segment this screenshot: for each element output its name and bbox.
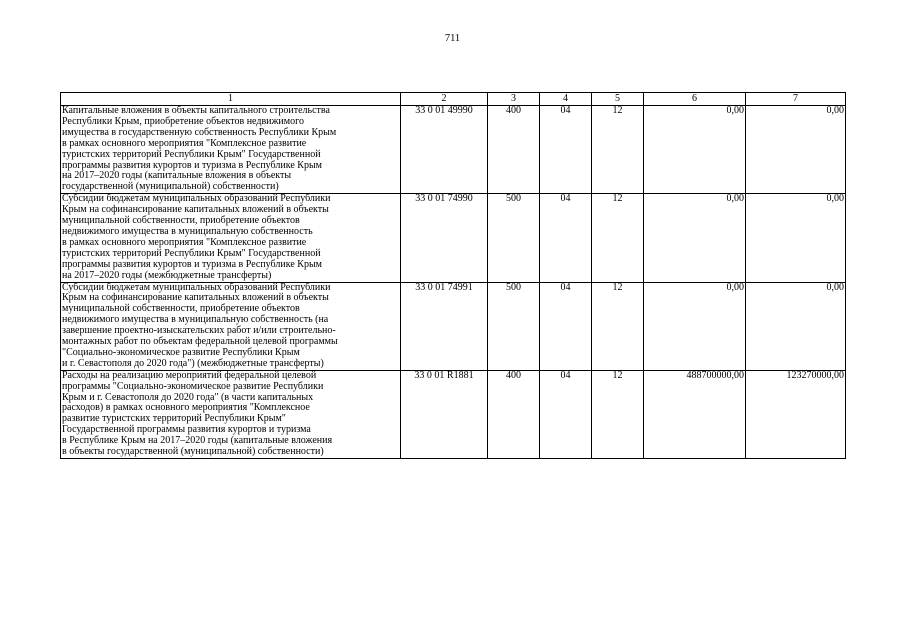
cell-name xyxy=(61,282,401,370)
cell-name-line: программы развития курортов и туризма в Республике Крым xyxy=(62,159,322,171)
cell-name-line: монтажных работ по объектам федеральной целевой программы xyxy=(62,336,338,348)
cell-name-line: на 2017–2020 годы (капитальные вложения в объекты xyxy=(62,170,292,182)
cell-name-line: развитие туристских территорий Республики Крым" xyxy=(62,413,286,425)
cell-code: 33 0 01 49990 xyxy=(401,106,488,194)
cell-name-line: на 2017–2020 годы (межбюджетные трансферты) xyxy=(62,269,272,281)
cell-col3: 400 xyxy=(488,106,540,194)
cell-name-line: в рамках основного мероприятия "Комплексное развитие xyxy=(62,236,307,248)
cell-name-line: Капитальные вложения в объекты капитального строительства xyxy=(62,105,330,116)
header-row xyxy=(61,93,846,106)
cell-name-line: имущества в государственную собственность Республики Крым xyxy=(62,126,337,138)
table-row xyxy=(61,282,846,370)
cell-name-line: муниципальной собственности, приобретение объектов xyxy=(62,303,300,315)
cell-name-line: в объекты государственной (муниципальной) собственности) xyxy=(62,446,324,458)
cell-name-line: Субсидии бюджетам муниципальных образований Республики xyxy=(62,281,331,293)
cell-col5: 12 xyxy=(592,282,644,370)
cell-name-line: туристских территорий Республики Крым" Государственной xyxy=(62,247,321,259)
col-header-7: 7 xyxy=(746,93,846,106)
cell-name xyxy=(61,370,401,458)
table-row xyxy=(61,106,846,194)
cell-col3: 500 xyxy=(488,194,540,282)
cell-code: 33 0 01 74991 xyxy=(401,282,488,370)
cell-name-line: расходов) в рамках основного мероприятия "Комплексное xyxy=(62,402,310,414)
cell-col4: 04 xyxy=(540,194,592,282)
cell-name-line: Крым на софинансирование капитальных вложений в объекты xyxy=(62,292,329,304)
cell-name-line: в Республике Крым на 2017–2020 годы (капитальные вложения xyxy=(62,435,333,447)
table-row xyxy=(61,194,846,282)
cell-col5: 12 xyxy=(592,194,644,282)
cell-col4: 04 xyxy=(540,370,592,458)
col-header-3: 3 xyxy=(488,93,540,106)
cell-sum-col6: 0,00 xyxy=(644,282,746,370)
cell-sum-col7: 123270000,00 xyxy=(746,370,846,458)
cell-name-line: государственной (муниципальной) собственности) xyxy=(62,181,279,193)
cell-col5: 12 xyxy=(592,106,644,194)
cell-col3: 400 xyxy=(488,370,540,458)
budget-table xyxy=(60,92,846,459)
col-header-4: 4 xyxy=(540,93,592,106)
cell-col5: 12 xyxy=(592,370,644,458)
cell-name-line: в рамках основного мероприятия "Комплексное развитие xyxy=(62,137,307,149)
cell-name-line: программы "Социально-экономическое развитие Республики xyxy=(62,380,324,392)
cell-name-line: завершение проектно-изыскательских работ и/или строительно- xyxy=(62,325,336,337)
cell-name-line: туристских территорий Республики Крым" Государственной xyxy=(62,148,321,160)
cell-sum-col7: 0,00 xyxy=(746,106,846,194)
cell-name-line: Крым и г. Севастополя до 2020 года" (в части капитальных xyxy=(62,391,314,403)
cell-name-line: недвижимого имущества в муниципальную собственность xyxy=(62,225,313,237)
cell-code: 33 0 01 R1881 xyxy=(401,370,488,458)
cell-code: 33 0 01 74990 xyxy=(401,194,488,282)
cell-name-line: и г. Севастополя до 2020 года") (межбюджетные трансферты) xyxy=(62,357,324,369)
table-body xyxy=(61,106,846,459)
page-number: 711 xyxy=(444,33,461,44)
col-header-1: 1 xyxy=(61,93,401,106)
cell-sum-col6: 0,00 xyxy=(644,106,746,194)
col-header-2: 2 xyxy=(401,93,488,106)
cell-sum-col6: 0,00 xyxy=(644,194,746,282)
cell-sum-col6: 488700000,00 xyxy=(644,370,746,458)
cell-name-line: муниципальной собственности, приобретение объектов xyxy=(62,215,300,227)
cell-sum-col7: 0,00 xyxy=(746,282,846,370)
cell-name xyxy=(61,106,401,194)
table-row xyxy=(61,370,846,458)
col-header-5: 5 xyxy=(592,93,644,106)
cell-name-line: Субсидии бюджетам муниципальных образований Республики xyxy=(62,193,331,205)
cell-sum-col7: 0,00 xyxy=(746,194,846,282)
cell-name-line: Республики Крым, приобретение объектов недвижимого xyxy=(62,115,304,127)
cell-name-line: программы развития курортов и туризма в Республике Крым xyxy=(62,258,322,270)
cell-col4: 04 xyxy=(540,106,592,194)
cell-col3: 500 xyxy=(488,282,540,370)
cell-name-line: Государственной программы развития курортов и туризма xyxy=(62,424,311,436)
col-header-6: 6 xyxy=(644,93,746,106)
cell-name-line: недвижимого имущества в муниципальную собственность (на xyxy=(62,314,329,326)
cell-name xyxy=(61,194,401,282)
cell-name-line: "Социально-экономическое развитие Республики Крым xyxy=(62,346,300,358)
cell-name-line: Расходы на реализацию мероприятий федеральной целевой xyxy=(62,369,317,381)
cell-col4: 04 xyxy=(540,282,592,370)
cell-name-line: Крым на софинансирование капитальных вложений в объекты xyxy=(62,204,329,216)
